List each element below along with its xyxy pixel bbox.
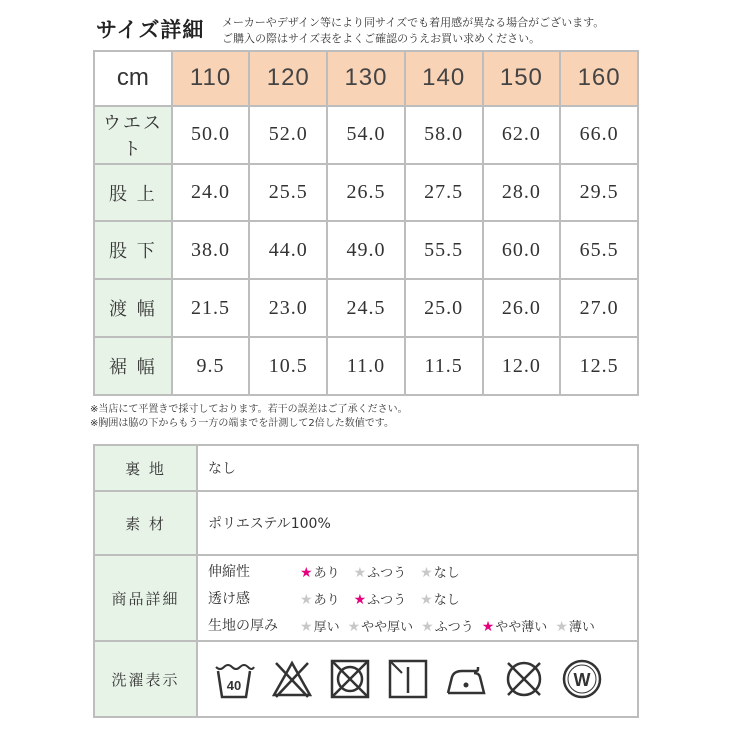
size-value: 29.5 [560,164,638,222]
spec-option [300,589,340,608]
detail-row-lining [94,445,638,491]
option-text: やや薄い [495,619,548,635]
notice-line: メーカーやデザイン等により同サイズでも着用感が異なる場合がございます。 [222,16,605,29]
unit-cell: cm [94,51,172,106]
size-value: 10.5 [249,337,327,395]
spec-option [482,616,548,635]
size-value: 62.0 [483,106,561,164]
star-icon: ★ [555,618,568,635]
size-header-140: 140 [405,51,483,106]
size-value: 44.0 [249,221,327,279]
star-icon: ★ [421,618,434,635]
size-value: 28.0 [483,164,561,222]
option-text: あり [313,592,340,608]
care-symbols [197,641,638,717]
size-value: 24.5 [327,279,405,337]
spec-option [354,589,407,608]
spec-option [421,616,474,635]
star-icon: ★ [353,591,367,608]
spec-option [420,589,460,608]
option-text: あり [313,565,340,581]
size-value: 26.5 [327,164,405,222]
spec-option [300,562,340,581]
size-row-waist [94,106,638,164]
detail-row-product [94,555,638,641]
size-value: 58.0 [405,106,483,164]
size-value: 52.0 [249,106,327,164]
option-text: なし [433,565,460,581]
product-specs [197,555,638,641]
footnote: ※当店にて平置きで採寸しております。若干の誤差はご了承ください。 [90,404,408,415]
spec-option [354,562,407,581]
no-bleach-icon [270,657,314,701]
spec-option [300,616,340,635]
lining-label: 裏 地 [94,445,197,491]
size-value: 27.0 [560,279,638,337]
wash-temperature: 40 [226,678,242,693]
size-value: 11.5 [405,337,483,395]
size-value: 66.0 [560,106,638,164]
star-icon: ★ [353,564,367,581]
size-header-150: 150 [483,51,561,106]
footnote: ※胸囲は脇の下からもう一方の端までを計測して2倍した数値です。 [90,418,394,429]
size-header-130: 130 [327,51,405,106]
option-text: なし [433,592,460,608]
line-dry-shade-icon [386,657,430,701]
size-value: 49.0 [327,221,405,279]
size-row-inseam [94,221,638,279]
material-label: 素 材 [94,491,197,555]
size-header-120: 120 [249,51,327,106]
product-detail-label: 商品詳細 [94,555,197,641]
lining-value: なし [197,445,638,491]
size-row-hem [94,337,638,395]
spec-thickness [208,612,637,639]
spec-name: 透け感 [208,591,250,607]
size-header-row [94,51,638,106]
option-text: やや厚い [361,619,414,635]
row-label: 渡 幅 [94,279,172,337]
size-header-160: 160 [560,51,638,106]
star-icon: ★ [420,564,433,581]
row-label: 股 上 [94,164,172,222]
size-table [93,50,639,396]
notice-line: ご購入の際はサイズ表をよくご確認のうえお買い求めください。 [222,32,541,45]
no-tumble-dry-icon [328,657,372,701]
row-label: 裾 幅 [94,337,172,395]
spec-option [555,616,595,635]
spec-option [348,616,414,635]
row-label: ウエスト [94,106,172,164]
star-icon: ★ [300,591,313,608]
size-value: 12.5 [560,337,638,395]
option-text: 厚い [313,619,340,635]
size-value: 38.0 [172,221,250,279]
wet-clean-letter: W [573,670,591,690]
size-value: 27.5 [405,164,483,222]
detail-row-material [94,491,638,555]
size-value: 60.0 [483,221,561,279]
size-value: 12.0 [483,337,561,395]
star-icon: ★ [481,618,495,635]
size-value: 23.0 [249,279,327,337]
care-label: 洗濯表示 [94,641,197,717]
size-value: 50.0 [172,106,250,164]
size-value: 25.5 [249,164,327,222]
size-value: 9.5 [172,337,250,395]
size-header-110: 110 [172,51,250,106]
spec-name: 生地の厚み [208,618,278,634]
option-text: 薄い [568,619,595,635]
star-icon: ★ [300,618,313,635]
spec-stretch [208,558,637,585]
size-value: 25.0 [405,279,483,337]
spec-option [420,562,460,581]
size-row-thigh [94,279,638,337]
size-value: 65.5 [560,221,638,279]
size-value: 26.0 [483,279,561,337]
material-value: ポリエステル100% [197,491,638,555]
option-text: ふつう [367,565,407,581]
size-value: 54.0 [327,106,405,164]
star-icon: ★ [300,564,313,581]
wet-clean-icon [560,657,604,701]
product-detail-table [93,444,639,718]
row-label: 股 下 [94,221,172,279]
low-iron-icon [444,657,488,701]
size-row-rise [94,164,638,222]
size-value: 55.5 [405,221,483,279]
size-value: 24.0 [172,164,250,222]
no-dry-clean-icon [502,657,546,701]
option-text: ふつう [434,619,474,635]
footnotes [90,403,408,431]
option-text: ふつう [367,592,407,608]
spec-name: 伸縮性 [208,564,250,580]
spec-sheer [208,585,637,612]
detail-row-care [94,641,638,717]
wash-40-icon [212,657,256,701]
page-title: サイズ詳細 [96,18,205,42]
size-notice [222,15,604,47]
size-value: 21.5 [172,279,250,337]
star-icon: ★ [347,618,361,635]
star-icon: ★ [420,591,433,608]
size-value: 11.0 [327,337,405,395]
